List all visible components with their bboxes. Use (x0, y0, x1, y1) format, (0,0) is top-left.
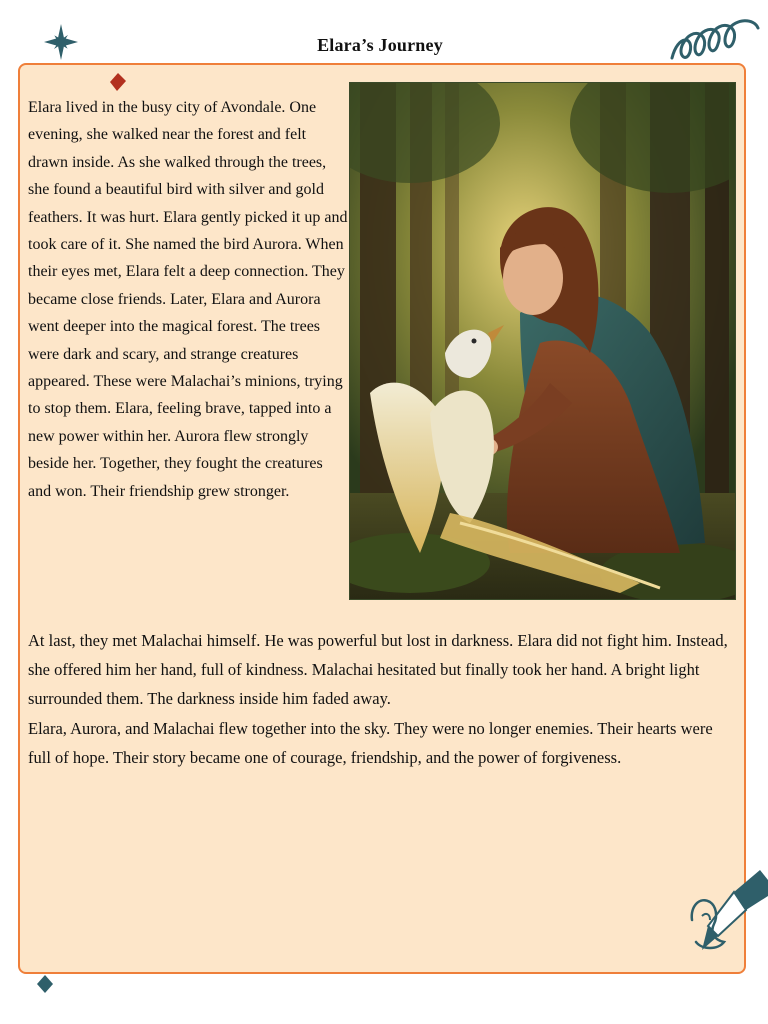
story-illustration (349, 82, 736, 600)
paragraph-text: At last, they met Malachai himself. He was powerful but lost in darkness. Elara did not fight him. Instead, she offered him her hand, full of kindness. Malachai hesitated but finally took her hand. A bright light surrounded them. The darkness inside him faded away. (28, 631, 728, 709)
swirl-icon (668, 14, 764, 66)
paragraph-text: Elara lived in the busy city of Avondale. One evening, she walked near the forest and felt drawn inside. As she walked through the trees, she found a beautiful bird with silver and gold feathers. It was hurt. Elara gently picked it up and took care of it. She named the bird Aurora. When their eyes met, Elara felt a deep connection. They became close friends. Later, Elara and Aurora went deeper into the magical forest. The trees were dark and scary, and strange creatures appeared. These were Malachai’s minions, trying to stop them. Elara, feeling brave, tapped into a new power within her. Aurora flew strongly beside her. Together, they fought the creatures and won. Their friendship grew stronger. (28, 99, 348, 500)
diamond-icon (35, 974, 55, 994)
story-paragraph-ending (28, 626, 728, 772)
diamond-icon (108, 72, 128, 92)
page-title: Elara’s Journey (317, 35, 443, 55)
paragraph-text: Elara, Aurora, and Malachai flew together into the sky. They were no longer enemies. Their hearts were full of hope. Their story became one of courage, friendship, and the power of forgiveness. (28, 718, 713, 767)
star-icon (42, 22, 80, 62)
pen-icon (688, 866, 768, 958)
story-paragraph-intro (28, 94, 348, 505)
